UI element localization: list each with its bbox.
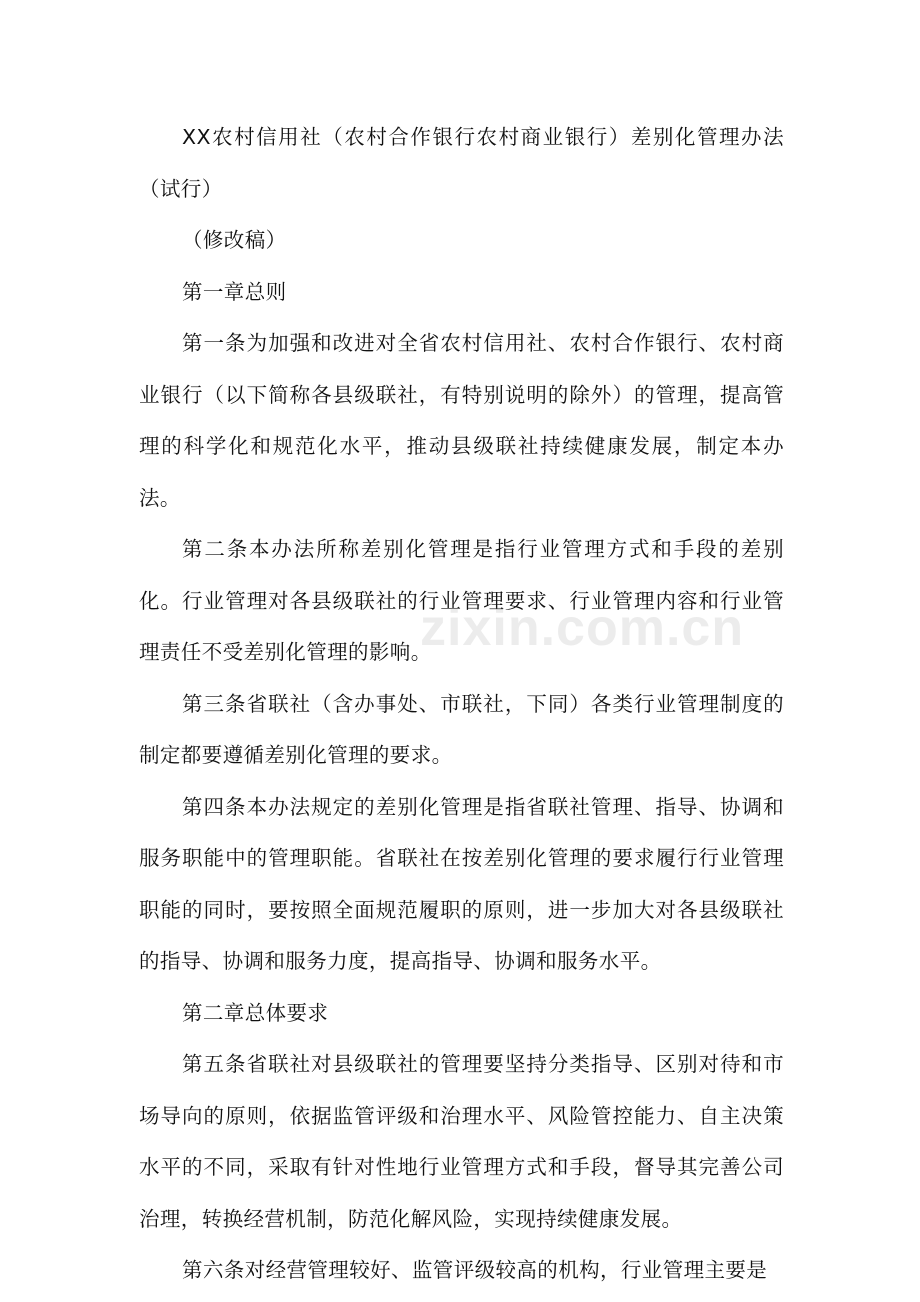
article-6: 第六条对经营管理较好、监管评级较高的机构，行业管理主要是: [182, 1258, 768, 1282]
document-title: XX农村信用社（农村合作银行农村商业银行）差别化管理办法（试行）: [139, 125, 784, 201]
article-1: 第一条为加强和改进对全省农村信用社、农村合作银行、农村商业银行（以下简称各县级联社，有特别说明的除外）的管理，提高管理的科学化和规范化水平，推动县级联社持续健康发展，制定本办法。: [139, 331, 784, 510]
document-body: [139, 112, 784, 1297]
article-5: 第五条省联社对县级联社的管理要坚持分类指导、区别对待和市场导向的原则，依据监管评级和治理水平、风险管控能力、自主决策水平的不同，采取有针对性地行业管理方式和手段，督导其完善公司治理，转换经营机制，防范化解风险，实现持续健康发展。: [139, 1052, 784, 1231]
watermark: zixin.com.cn: [420, 599, 745, 657]
article-3: 第三条省联社（含办事处、市联社，下同）各类行业管理制度的制定都要遵循差别化管理的要求。: [139, 691, 784, 767]
chapter-2-heading: 第二章总体要求: [182, 1000, 329, 1025]
article-2: 第二条本办法所称差别化管理是指行业管理方式和手段的差别化。行业管理对各县级联社的行业管理要求、行业管理内容和行业管理责任不受差别化管理的影响。: [139, 537, 784, 664]
draft-note: （修改稿）: [182, 228, 287, 252]
article-4: 第四条本办法规定的差别化管理是指省联社管理、指导、协调和服务职能中的管理职能。省联社在按差别化管理的要求履行行业管理职能的同时，要按照全面规范履职的原则，进一步加大对各县级联社的指导、协调和服务力度，提高指导、协调和服务水平。: [139, 794, 784, 973]
chapter-1-heading: 第一章总则: [182, 279, 287, 304]
